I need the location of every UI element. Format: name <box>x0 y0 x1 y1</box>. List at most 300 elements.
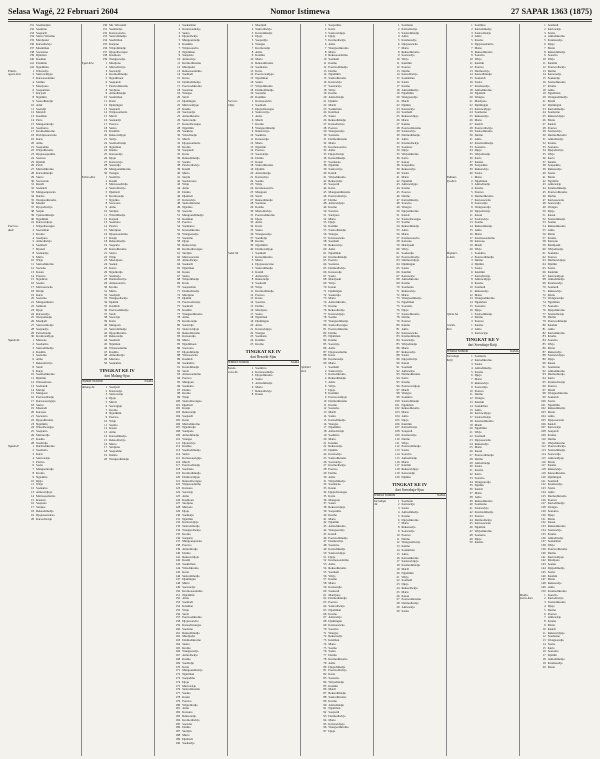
entry-number: 35 <box>177 153 181 157</box>
entry-number: 1 <box>105 385 108 389</box>
entry-number: 24 <box>469 442 473 446</box>
entry-name: Soetardjo <box>109 164 121 168</box>
place-label: Bondo- <box>227 366 237 370</box>
place-label: Ngadi-Sk <box>8 339 20 343</box>
entry-number: 96 <box>323 726 327 730</box>
entry-number: 21 <box>250 175 254 179</box>
entry-name: Soekirno <box>328 434 340 438</box>
entry-number: 3 <box>397 31 400 35</box>
entry-number: 90 <box>323 361 327 365</box>
entry-name: Soemadi <box>401 579 413 583</box>
entry-name: Sastrowidjojo <box>401 560 419 564</box>
entry-name: Kromodiwongso <box>182 248 203 252</box>
entry-name: Darmo <box>109 454 118 458</box>
entry-number: 27 <box>542 122 546 126</box>
entry-number: 135 <box>175 532 181 536</box>
entry-number: 20 <box>250 96 254 100</box>
entry-name: Marto <box>182 172 190 176</box>
entry-number: 96 <box>396 384 400 388</box>
entry-name: Soemadi <box>474 285 486 289</box>
entry-name: Marto <box>328 517 336 521</box>
entry-number: 24 <box>177 111 181 115</box>
entry-number: 10 <box>30 103 34 107</box>
entry-number: 11 <box>177 61 181 65</box>
entry-name: Kasan <box>401 160 410 164</box>
entry-name: Soetarno <box>328 544 340 548</box>
entry-number: 15 <box>469 408 473 412</box>
entry-number: 85 <box>323 342 327 346</box>
entry-number: 163 <box>175 639 181 643</box>
table-header-cell: NAMA <box>144 380 154 384</box>
entry-number: 24 <box>542 111 546 115</box>
entry-number: 11 <box>469 393 473 397</box>
entry-name: Reksodimedjo <box>182 156 200 160</box>
entry-number: 52 <box>177 217 181 221</box>
entry-name: Djojosoewito <box>474 438 492 442</box>
entry-name: Kromodimedjo <box>328 255 348 259</box>
entry-name: Kromo <box>474 39 484 43</box>
entry-number: 10 <box>30 479 34 483</box>
entry-number: 141 <box>541 555 546 559</box>
entry-name: Soekardi <box>36 187 47 191</box>
entry-number: 106 <box>394 422 400 426</box>
entry-name: Soekar <box>109 263 118 267</box>
entry-name: Sastrodikromo <box>328 77 347 81</box>
entry-number: 86 <box>323 688 327 692</box>
entry-name: Poerwo <box>255 149 265 153</box>
entry-name: Mardi <box>328 688 336 692</box>
entry-name: Sastrodiwirjo <box>109 187 126 191</box>
entry-number: 17 <box>469 84 473 88</box>
entry-name: Marto <box>182 734 190 738</box>
table-header-cell: TEMPAT NOMOR <box>81 380 103 384</box>
entry-name: Djojodiwongso <box>255 107 275 111</box>
entry-name: Sastrodikromo <box>255 164 274 168</box>
entry-number: 77 <box>323 312 327 316</box>
entry-name: Atmodiredjo <box>328 703 344 707</box>
entry-number: 35 <box>396 153 400 157</box>
entry-name: Mangoen <box>182 380 194 384</box>
entry-number: 107 <box>394 426 400 430</box>
entry-name: Marto <box>401 175 409 179</box>
entry-name: Sarmin <box>36 80 45 84</box>
entry-number: 103 <box>541 411 546 415</box>
entry-number: 2 <box>32 229 34 233</box>
entry-number: 36 <box>396 156 400 160</box>
entry-number: 17 <box>396 560 400 564</box>
entry-name: Reksodimedjo <box>36 510 54 513</box>
entry-number: 31 <box>104 289 108 293</box>
entry-name: Sarpin <box>36 210 44 214</box>
entry-number: 154 <box>175 604 181 608</box>
place-label: Mojoker- <box>446 251 458 255</box>
entry-name: Soewardjo <box>328 460 342 464</box>
entry-name: Mangoenpawiro <box>36 191 56 195</box>
entry-name: Soekardi <box>182 263 194 267</box>
entry-number: 4 <box>178 35 181 39</box>
entry-name: Prawiro <box>36 274 46 278</box>
entry-name: Soemarjo <box>182 513 194 517</box>
entry-name: Sastro <box>547 487 556 491</box>
entry-name: Kartodimedjo <box>328 156 346 160</box>
entry-name: Kasmo <box>401 122 411 126</box>
entry-name: Kartodimedjo <box>182 365 200 369</box>
entry-name: Kromodimedjo <box>474 511 494 515</box>
entry-name: Ngatmin <box>474 92 486 96</box>
entry-number: 188 <box>175 734 181 738</box>
entry-name: Marto <box>474 232 483 236</box>
entry-number: 33 <box>396 145 400 149</box>
entry-name: Kasmin <box>547 574 558 578</box>
entry-name: Darmowirjo <box>474 69 490 73</box>
entry-number: 32 <box>396 141 400 145</box>
entry-number: 185 <box>175 722 181 726</box>
entry-name: Kasmin <box>36 350 46 354</box>
entry-number: 30 <box>396 134 400 138</box>
entry-number: 84 <box>323 339 327 343</box>
entry-name: Parto <box>36 118 43 122</box>
entry-number: 23 <box>104 259 108 263</box>
entry-number: 51 <box>177 213 181 217</box>
entry-number: 32 <box>104 293 108 297</box>
entry-number: 84 <box>396 339 400 343</box>
entry-number: 3 <box>251 259 254 263</box>
entry-number: 95 <box>542 380 546 384</box>
entry-number: 23 <box>30 308 34 312</box>
entry-name: Sastrodimedjo <box>255 267 273 270</box>
entry-name: Karsodiwongso <box>182 623 202 627</box>
entry-name: Sastro <box>182 274 190 278</box>
entry-number: 44 <box>104 339 108 343</box>
entry-number: 64 <box>542 263 546 267</box>
entry-number: 26 <box>30 434 34 438</box>
entry-number: 61 <box>323 593 327 597</box>
entry-name: Darmo <box>255 304 264 308</box>
entry-number: 7 <box>324 388 327 392</box>
entry-number: 27 <box>30 437 34 441</box>
entry-number: 39 <box>542 168 546 172</box>
place-label: Djember <box>300 365 312 369</box>
entry-name: Ngadiran <box>36 278 48 282</box>
entry-number: 91 <box>177 365 181 369</box>
entry-number: 19 <box>30 513 34 517</box>
entry-number: 43 <box>323 183 327 187</box>
entry-number: 52 <box>323 559 327 563</box>
entry-number: 38 <box>396 164 400 168</box>
entry-number: 84 <box>177 339 181 343</box>
entry-number: 56 <box>177 232 181 236</box>
entry-number: 73 <box>396 297 400 301</box>
entry-name: Reksowidjojo <box>182 555 200 559</box>
entry-number: 2 <box>397 503 400 507</box>
entry-number: 95 <box>177 380 181 384</box>
entry-number: 1 <box>32 69 34 73</box>
entry-number: 7 <box>178 46 181 50</box>
entry-name: Martowirjo <box>182 684 197 688</box>
entry-name: Soemodimedjo <box>182 449 201 453</box>
entry-number: 28 <box>30 327 34 331</box>
entry-name: Karto <box>401 377 409 381</box>
entry-number: 39 <box>104 320 108 324</box>
entry-name: Kromo <box>328 513 338 517</box>
entry-number: 29 <box>542 130 546 134</box>
entry-name: Kromo <box>474 469 484 473</box>
entry-number: 2 <box>397 27 400 31</box>
entry-name: Soemo <box>255 179 264 183</box>
entry-name: Kromo <box>182 646 191 650</box>
entry-name: Sastro <box>401 267 410 270</box>
entry-name: Djamin <box>474 263 484 267</box>
entry-name: Sardi <box>36 365 43 369</box>
entry-number: 7 <box>544 616 546 620</box>
entry-number: 42 <box>104 331 108 335</box>
entry-name: Soekardi <box>255 282 267 286</box>
entry-name: Soetrisno <box>109 221 121 225</box>
entry-number: 40 <box>323 513 327 517</box>
entry-number: 50 <box>104 361 108 365</box>
entry-number: 143 <box>175 563 181 567</box>
entry-name: Ms. Wirosenti <box>109 24 127 27</box>
entry-name: Kartoredjo <box>109 389 123 393</box>
entry-number: 6 <box>544 612 546 616</box>
entry-number: 57 <box>323 578 327 582</box>
entry-number: 126 <box>175 498 181 502</box>
entry-number: 55 <box>323 570 327 574</box>
entry-name: Karsoredjo <box>255 137 269 141</box>
entry-name: Kasan <box>474 450 483 454</box>
entry-name: Marto <box>547 232 556 236</box>
entry-name: Reksoredjo <box>109 335 123 339</box>
entry-name: Wirjo <box>255 285 263 289</box>
entry-name: Mangoendiwirjo <box>182 669 203 673</box>
entry-name: Soetomo <box>328 407 340 411</box>
entry-number: 15 <box>250 153 254 157</box>
entry-number: 7 <box>471 46 473 50</box>
entry-number: 37 <box>323 502 327 506</box>
entry-number: 109 <box>541 434 546 438</box>
entry-name: Soemarto <box>401 499 414 503</box>
entry-number: 5 <box>471 39 473 43</box>
entry-number: 19 <box>469 92 473 96</box>
entry-name: Atmodiredjo <box>182 547 198 551</box>
entry-name: Poerwo <box>182 377 192 381</box>
entry-name: Mardi <box>255 118 263 122</box>
entry-number: 45 <box>396 191 400 195</box>
entry-number: 9 <box>32 475 34 479</box>
entry-number: 75 <box>323 304 327 308</box>
entry-number: 15 <box>104 438 108 442</box>
entry-number: 14 <box>250 149 254 153</box>
list-item <box>520 666 592 670</box>
entry-name: Djojo <box>328 388 336 392</box>
entry-number: 28 <box>396 602 400 606</box>
entry-number: 21 <box>323 99 327 103</box>
entry-number: 49 <box>177 206 181 210</box>
section-heading: TINGKAT KE IV <box>99 367 135 373</box>
entry-number: 19 <box>250 92 254 96</box>
entry-name: Wongsodikromo <box>36 198 57 202</box>
entry-number: 34 <box>323 149 327 153</box>
entry-name: Kasmoen <box>182 498 194 502</box>
entry-number: 91 <box>323 707 327 711</box>
entry-number: 169 <box>175 661 181 665</box>
entry-number: 5 <box>471 267 473 270</box>
entry-name: Sastro <box>547 399 556 403</box>
place-label: to-Ken <box>446 255 455 259</box>
entry-name: Wongsoredjo <box>474 480 491 484</box>
entry-number: 44 <box>396 187 400 191</box>
entry-name: Djojo <box>328 35 336 39</box>
entry-number: 15 <box>396 552 400 556</box>
entry-name: Kartodimedjo <box>547 107 565 111</box>
entry-name: Sastro <box>547 172 556 176</box>
entry-number: 29 <box>104 282 108 286</box>
entry-number: 61 <box>542 251 546 255</box>
entry-name: Kartodimedjo <box>328 547 346 551</box>
entry-name: Darmodimedjo <box>328 597 347 601</box>
entry-number: 48 <box>177 202 181 206</box>
entry-name: Martodikromo <box>182 422 200 426</box>
entry-name: Wirjo <box>547 342 555 346</box>
entry-name: Kromo <box>547 236 557 240</box>
entry-number: 4 <box>32 350 34 354</box>
entry-number: 43 <box>542 183 546 187</box>
entry-name: Soewardjo <box>401 339 415 343</box>
entry-number: 56 <box>323 232 327 236</box>
entry-number: 117 <box>175 464 181 468</box>
entry-name: Djojo <box>547 513 555 517</box>
entry-number: 4 <box>324 35 327 39</box>
entry-number: 44 <box>177 187 181 191</box>
entry-number: 71 <box>177 289 181 293</box>
entry-name: Kromo <box>182 392 191 396</box>
entry-number: 45 <box>469 522 473 526</box>
list-item <box>154 742 226 746</box>
entry-number: 110 <box>175 437 181 441</box>
entry-number: 17 <box>30 399 34 403</box>
entry-name: Wirjodimedjo <box>109 46 127 50</box>
entry-name: Kartodiwirjo <box>36 42 52 46</box>
entry-name: Darmo <box>474 393 484 397</box>
entry-name: Mardi <box>401 99 409 103</box>
entry-name: Soepardjo <box>36 327 49 331</box>
entry-name: Darmo <box>36 194 45 198</box>
entry-name: Soepadmo <box>109 450 122 454</box>
entry-number: 96 <box>542 384 546 388</box>
entry-number: 39 <box>323 168 327 172</box>
entry-number: 7 <box>251 389 254 393</box>
entry-name: Djojosoemarto <box>182 141 201 145</box>
entry-name: Sastrowirjo <box>328 369 343 373</box>
entry-name: Soepandi <box>182 149 194 153</box>
entry-name: Wongso <box>255 331 266 335</box>
entry-number: 19 <box>104 454 108 458</box>
entry-number: 6 <box>251 118 254 122</box>
entry-name: Ngadimin <box>255 244 268 248</box>
entry-number: 95 <box>323 722 327 726</box>
entry-number: 30 <box>104 285 108 289</box>
entry-number: 142 <box>29 65 34 69</box>
entry-number: 12 <box>177 65 181 69</box>
entry-number: 50 <box>542 210 546 214</box>
entry-name: Djamingan <box>547 475 562 479</box>
entry-number: 35 <box>30 198 34 202</box>
masthead-title: Nomor Istimewa <box>270 6 330 16</box>
entry-name: Reksodiwirjo <box>255 389 272 393</box>
entry-number: 33 <box>469 145 473 149</box>
entry-name: Marto <box>255 385 263 389</box>
entry-number: 174 <box>175 680 181 684</box>
entry-name: Karto <box>328 187 336 191</box>
entry-name: Kromo <box>328 403 338 407</box>
entry-name: Atmo <box>474 35 482 39</box>
entry-name: Mardjono <box>547 559 560 563</box>
entry-number: 18 <box>323 430 327 434</box>
entry-number: 173 <box>175 677 181 681</box>
entry-number: 23 <box>30 153 34 157</box>
entry-number: 137 <box>175 540 181 544</box>
entry-number: 56 <box>396 232 400 236</box>
entry-number: 23 <box>250 183 254 187</box>
entry-name: Soekardjo <box>547 77 561 81</box>
entry-name: Mangoenredjo <box>36 122 54 126</box>
entry-name: Kasidi <box>547 122 556 126</box>
entry-number: 133 <box>175 525 181 529</box>
entry-name: Atmowidjojo <box>401 183 418 187</box>
entry-name: Wirjo <box>328 384 336 388</box>
entry-number: 146 <box>541 574 546 578</box>
entry-number: 37 <box>250 236 254 240</box>
entry-name: Djojodikromo <box>547 308 565 312</box>
entry-number: 45 <box>323 191 327 195</box>
entry-number: 100 <box>394 399 400 403</box>
entry-name: Kromo <box>255 240 264 244</box>
entry-number: 5 <box>32 240 34 244</box>
entry-number: 2 <box>471 255 473 259</box>
entry-number: 10 <box>469 210 473 214</box>
entry-name: Atmo <box>36 358 43 362</box>
entry-number: 17 <box>469 236 473 240</box>
entry-number: 19 <box>250 320 254 324</box>
entry-name: Kartowidjojo <box>36 221 53 225</box>
entry-number: 32 <box>542 141 546 145</box>
entry-name: Soepono <box>36 502 47 506</box>
entry-number: 5 <box>178 39 181 43</box>
entry-name: Soedarsono <box>182 179 197 183</box>
entry-name: Poniman <box>36 61 47 65</box>
entry-number: 4 <box>471 263 473 267</box>
entry-name: Kromodimedjo <box>182 472 201 476</box>
entry-number: 35 <box>469 153 473 157</box>
entry-name: Kartodimedjo <box>547 502 565 506</box>
entry-name: Kasan <box>401 594 410 598</box>
entry-number: 19 <box>323 92 327 96</box>
entry-name: Wongsodimedjo <box>547 96 568 100</box>
entry-number: 20 <box>177 96 181 100</box>
entry-number: 13 <box>177 69 181 73</box>
entry-number: 13 <box>250 145 254 149</box>
entry-name: Sastro <box>109 251 117 255</box>
entry-number: 99 <box>542 396 546 400</box>
entry-number: 6 <box>471 42 473 46</box>
entry-number: 5 <box>544 608 546 612</box>
entry-number: 86 <box>542 346 546 350</box>
entry-number: 149 <box>541 585 546 589</box>
entry-name: Kartowirjo <box>328 80 342 84</box>
entry-name: Kasmo <box>182 658 191 662</box>
entry-name: Partodiredjo <box>36 331 52 335</box>
entry-name: Mardi <box>109 400 117 404</box>
